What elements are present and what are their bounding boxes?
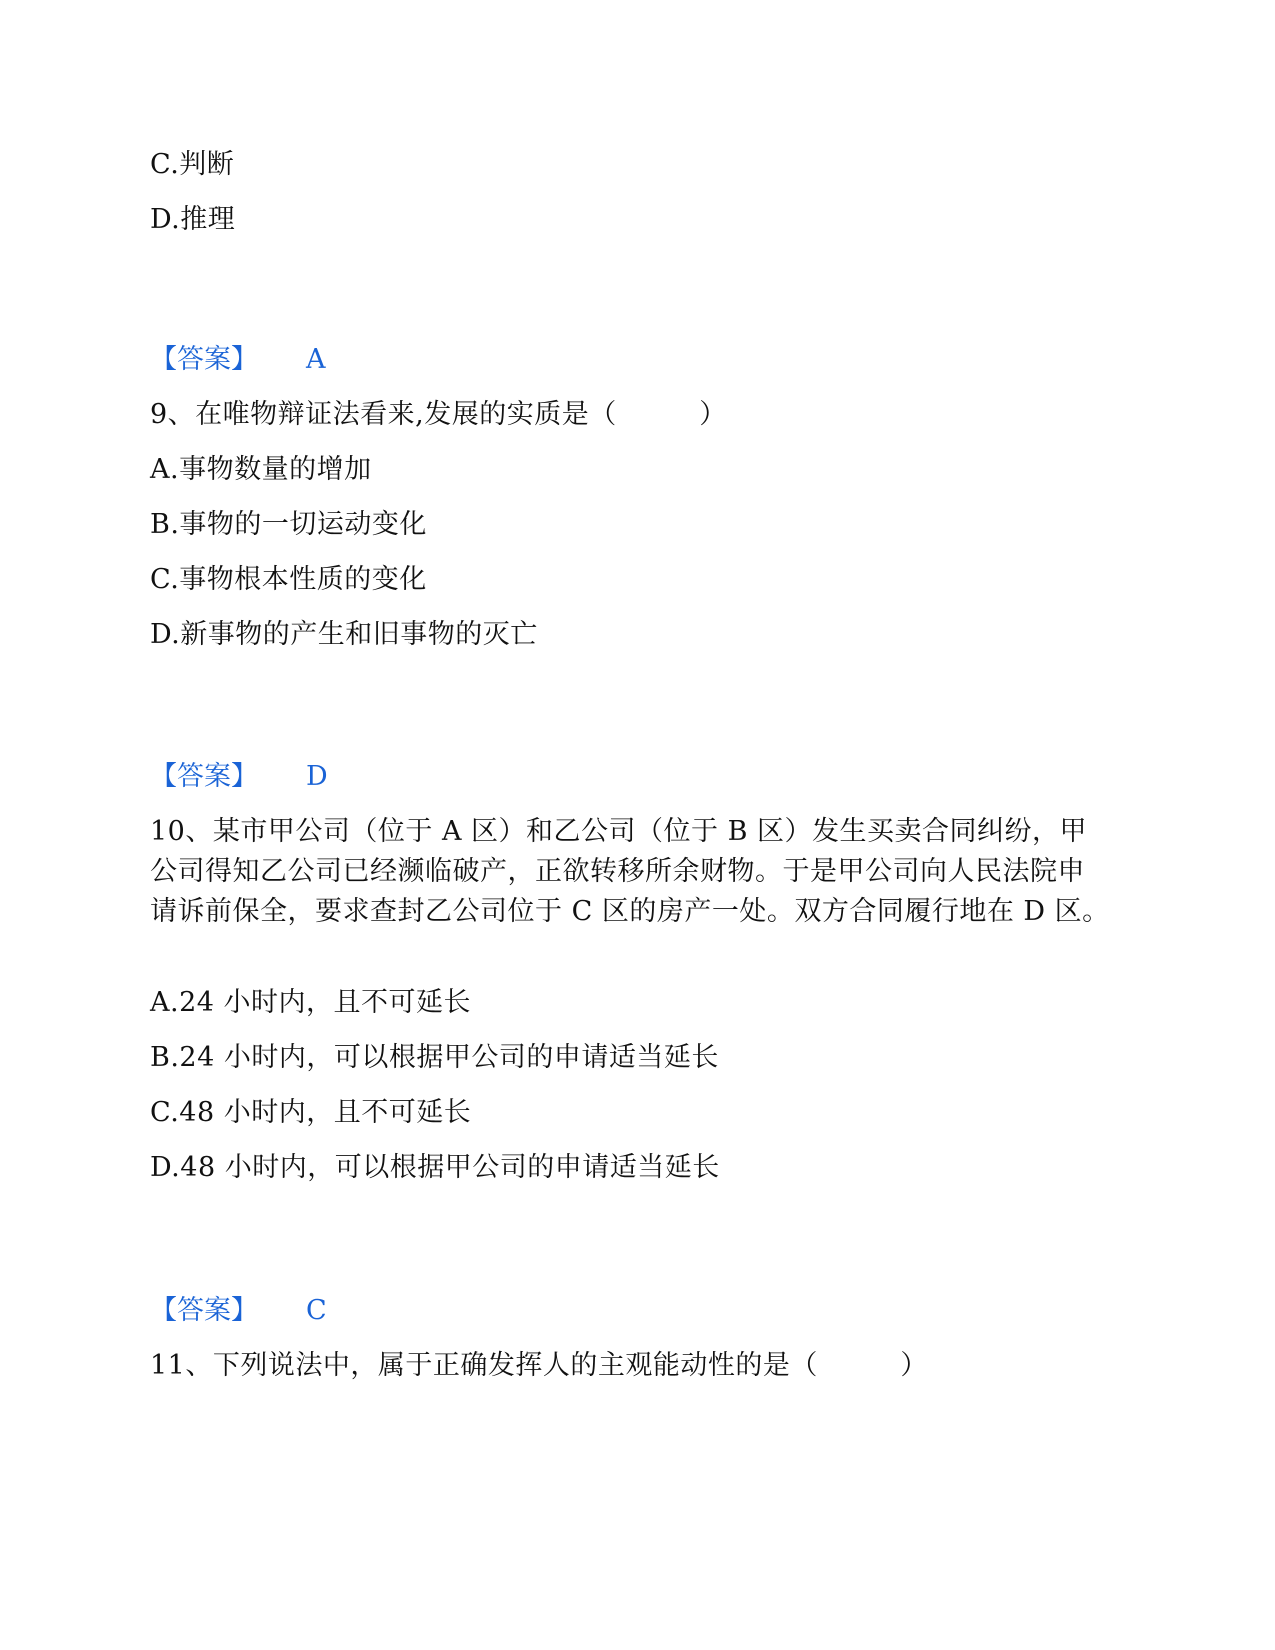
answer-label: 【答案】 (150, 344, 258, 375)
q9-question: 9、在唯物辩证法看来,发展的实质是（ ） (150, 399, 727, 430)
q8-option-c: C.判断 (150, 149, 235, 180)
answer-value: C (306, 1295, 327, 1326)
q10-question: 10、某市甲公司（位于 A 区）和乙公司（位于 B 区）发生买卖合同纠纷，甲公司得知乙公司已经濒临破产，正欲转移所余财物。于是甲公司向人民法院申请诉前保全，要求查封乙公司位于 C 区的房产一处。双方合同履行地在 D 区。 (150, 816, 1110, 927)
answer-label: 【答案】 (150, 1295, 258, 1326)
q10-option-b: B.24 小时内，可以根据甲公司的申请适当延长 (150, 1042, 719, 1073)
answer-value: D (306, 761, 328, 792)
answer-label: 【答案】 (150, 761, 258, 792)
q10-answer (150, 1291, 327, 1331)
q10-option-a: A.24 小时内，且不可延长 (150, 987, 472, 1018)
q9-answer (150, 757, 328, 797)
q8-answer (150, 340, 326, 380)
q9-option-b: B.事物的一切运动变化 (150, 509, 427, 540)
q9-option-c: C.事物根本性质的变化 (150, 564, 427, 595)
q11-question: 11、下列说法中，属于正确发挥人的主观能动性的是（ ） (150, 1350, 928, 1381)
q9-option-d: D.新事物的产生和旧事物的灭亡 (150, 619, 538, 650)
q10-option-c: C.48 小时内，且不可延长 (150, 1097, 472, 1128)
q9-option-a: A.事物数量的增加 (150, 454, 372, 485)
answer-value: A (306, 344, 326, 375)
q10-option-d: D.48 小时内，可以根据甲公司的申请适当延长 (150, 1152, 720, 1183)
q8-option-d: D.推理 (150, 204, 236, 235)
